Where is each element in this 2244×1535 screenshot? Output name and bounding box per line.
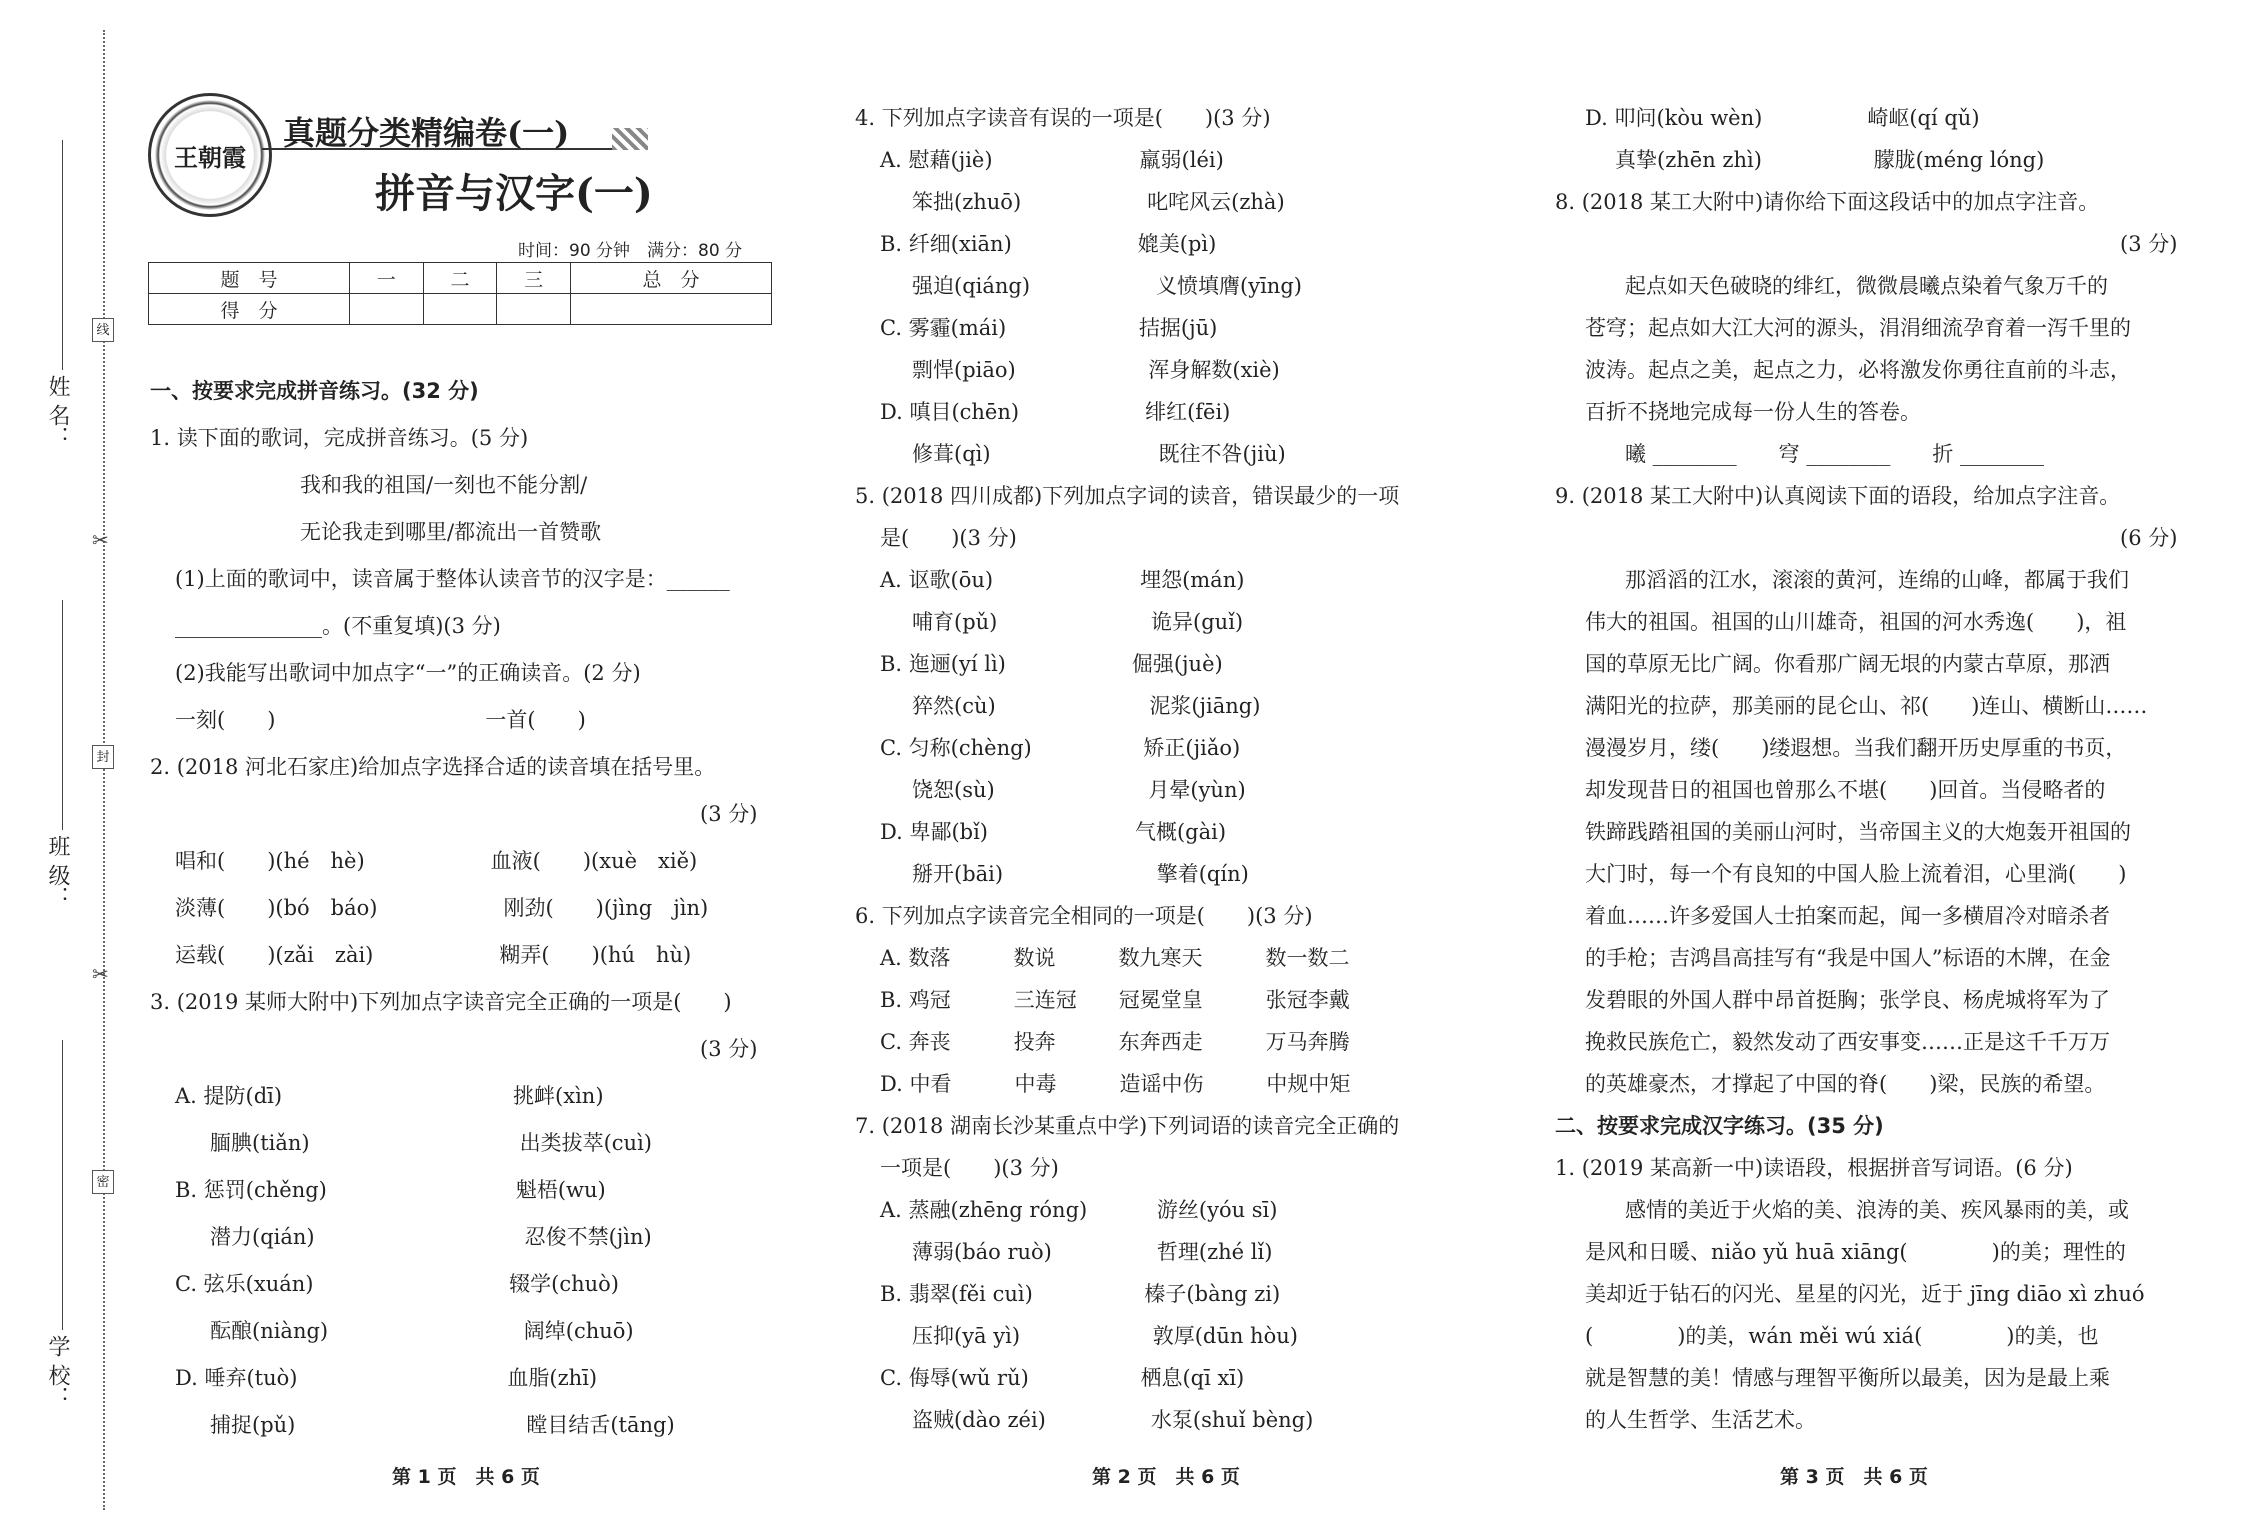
score-input-cell[interactable] — [497, 294, 571, 325]
passage-line: 大门时，每一个有良知的中国人脸上流着泪，心里淌( ) — [1585, 862, 2127, 886]
option-line: A. 慰藉(jiè) 羸弱(léi) — [880, 148, 1224, 172]
answer-line: 淡薄( )(bó báo) 刚劲( )(jìng jìn) — [175, 896, 709, 920]
option-line: A. 数落 数说 数九寒天 数一数二 — [880, 946, 1350, 970]
title-rule — [262, 148, 617, 150]
option-line: 盗贼(dào zéi) 水泵(shuǐ bèng) — [912, 1408, 1314, 1432]
option-line: 强迫(qiáng) 义愤填膺(yīng) — [912, 274, 1302, 298]
score-header-cell: 总 分 — [571, 263, 772, 294]
option-line: B. 纤细(xiān) 媲美(pì) — [880, 232, 1217, 256]
score-label-cell: 得 分 — [149, 294, 350, 325]
score-header-cell: 二 — [423, 263, 497, 294]
option-line: 潜力(qián) 忍俊不禁(jìn) — [210, 1225, 652, 1249]
score-header-cell: 题 号 — [149, 263, 350, 294]
answer-line: 唱和( )(hé hè) 血液( )(xuè xiě) — [175, 849, 698, 873]
option-line: D. 唾弃(tuò) 血脂(zhī) — [175, 1366, 598, 1390]
option-line: C. 雾霾(mái) 拮据(jū) — [880, 316, 1218, 340]
option-line: 真挚(zhēn zhì) 朦胧(méng lóng) — [1615, 148, 2045, 172]
lyric-line: 我和我的祖国/一刻也不能分割/ — [300, 473, 588, 497]
question-line: 4. 下列加点字读音有误的一项是( )(3 分) — [855, 106, 1271, 130]
passage-line: 满阳光的拉萨，那美丽的昆仑山、祁( )连山、横断山…… — [1585, 694, 2148, 718]
cut-mark-feng: 封 — [92, 745, 114, 769]
option-line: 捕捉(pǔ) 瞠目结舌(tāng) — [210, 1413, 675, 1437]
question-line: (2)我能写出歌词中加点字“一”的正确读音。(2 分) — [175, 661, 641, 685]
passage-line: 的手枪；吉鸿昌高挂写有“我是中国人”标语的木牌，在金 — [1585, 946, 2111, 970]
score-note: (3 分) — [700, 802, 758, 826]
option-line: 哺育(pǔ) 诡异(guǐ) — [912, 610, 1244, 634]
option-line: 修葺(qì) 既往不咎(jiù) — [912, 442, 1286, 466]
option-line: 腼腆(tiǎn) 出类拔萃(cuì) — [210, 1131, 652, 1155]
option-line: 掰开(bāi) 擎着(qín) — [912, 862, 1249, 886]
decorative-pattern — [612, 128, 648, 150]
question-line: 一项是( )(3 分) — [880, 1156, 1059, 1180]
option-line: C. 侮辱(wǔ rǔ) 栖息(qī xī) — [880, 1366, 1245, 1390]
passage-line: 发碧眼的外国人群中昂首挺胸；张学良、杨虎城将军为了 — [1585, 988, 2110, 1012]
answer-line: 一刻( ) 一首( ) — [175, 708, 586, 732]
passage-line: 伟大的祖国。祖国的山川雄奇，祖国的河水秀逸( )，祖 — [1585, 610, 2127, 634]
option-line: 薄弱(báo ruò) 哲理(zhé lǐ) — [912, 1240, 1273, 1264]
option-line: 酝酿(niàng) 阔绰(chuō) — [210, 1319, 634, 1343]
passage-line: 的英雄豪杰，才撑起了中国的脊( )梁，民族的希望。 — [1585, 1072, 2106, 1096]
time-info: 时间：90 分钟 满分：80 分 — [518, 241, 743, 261]
passage-line: 铁蹄践踏祖国的美丽山河时，当帝国主义的大炮轰开祖国的 — [1585, 820, 2131, 844]
binding-margin — [0, 0, 120, 1535]
section-heading: 一、按要求完成拼音练习。(32 分) — [150, 379, 479, 403]
page-footer: 第 2 页 共 6 页 — [1092, 1466, 1240, 1488]
passage-line: 苍穹；起点如大江大河的源头，涓涓细流孕育着一泻千里的 — [1585, 316, 2131, 340]
option-line: 剽悍(piāo) 浑身解数(xiè) — [912, 358, 1280, 382]
option-line: 饶恕(sù) 月晕(yùn) — [912, 778, 1246, 802]
option-line: D. 嗔目(chēn) 绯红(fēi) — [880, 400, 1231, 424]
question-line: 9. (2018 某工大附中)认真阅读下面的语段，给加点字注音。 — [1555, 484, 2121, 508]
brand-logo: 王朝霞 — [148, 93, 272, 217]
question-line: 1. (2019 某高新一中)读语段，根据拼音写词语。(6 分) — [1555, 1156, 2073, 1180]
option-line: D. 卑鄙(bǐ) 气概(gài) — [880, 820, 1227, 844]
option-line: 猝然(cù) 泥浆(jiāng) — [912, 694, 1261, 718]
scissor-icon: ✂ — [92, 962, 109, 986]
passage-line: 感情的美近于火焰的美、浪涛的美、疾风暴雨的美，或 — [1625, 1198, 2129, 1222]
answer-line[interactable]: 曦 ________ 穹 ________ 折 ________ — [1625, 442, 2045, 466]
exam-title: 真题分类精编卷(一) — [283, 114, 570, 152]
class-label: 班 级： — [45, 835, 70, 908]
option-line: A. 讴歌(ōu) 埋怨(mán) — [880, 568, 1245, 592]
scissor-icon: ✂ — [92, 528, 109, 552]
score-input-cell[interactable] — [571, 294, 772, 325]
name-label: 姓 名： — [45, 375, 70, 448]
option-line: C. 匀称(chèng) 矫正(jiǎo) — [880, 736, 1241, 760]
exam-subtitle: 拼音与汉字(一) — [375, 170, 653, 217]
school-underline[interactable] — [62, 1040, 63, 1330]
question-line: 1. 读下面的歌词，完成拼音练习。(5 分) — [150, 426, 529, 450]
question-line: 8. (2018 某工大附中)请你给下面这段话中的加点字注音。 — [1555, 190, 2100, 214]
question-line: (1)上面的歌词中，读音属于整体认读音节的汉字是：______ — [175, 567, 730, 591]
answer-line: 运载( )(zǎi zài) 糊弄( )(hú hù) — [175, 943, 692, 967]
option-line: B. 惩罚(chěng) 魁梧(wu) — [175, 1178, 606, 1202]
passage-line: 却发现昔日的祖国也曾那么不堪( )回首。当侵略者的 — [1585, 778, 2106, 802]
passage-line: 着血……许多爱国人士拍案而起，闻一多横眉冷对暗杀者 — [1585, 904, 2110, 928]
passage-line: 是风和日暖、niǎo yǔ huā xiāng( )的美；理性的 — [1585, 1240, 2126, 1264]
score-table — [148, 262, 772, 325]
score-input-cell[interactable] — [349, 294, 423, 325]
passage-line: ( )的美，wán měi wú xiá( )的美，也 — [1585, 1324, 2099, 1348]
passage-line: 那滔滔的江水，滚滚的黄河，连绵的山峰，都属于我们 — [1625, 568, 2129, 592]
question-line: 6. 下列加点字读音完全相同的一项是( )(3 分) — [855, 904, 1313, 928]
score-note: (3 分) — [2120, 232, 2178, 256]
cut-dotted-line — [103, 30, 105, 1510]
class-underline[interactable] — [62, 600, 63, 830]
option-line: A. 蒸融(zhēng róng) 游丝(yóu sī) — [880, 1198, 1278, 1222]
score-header-cell: 一 — [349, 263, 423, 294]
question-line: 5. (2018 四川成都)下列加点字词的读音，错误最少的一项 — [855, 484, 1400, 508]
page-footer: 第 1 页 共 6 页 — [392, 1466, 540, 1488]
question-line: ______________。(不重复填)(3 分) — [175, 614, 501, 638]
name-underline[interactable] — [62, 140, 63, 370]
score-note: (3 分) — [700, 1037, 758, 1061]
score-note: (6 分) — [2120, 526, 2178, 550]
passage-line: 的人生哲学、生活艺术。 — [1585, 1408, 1816, 1432]
passage-line: 漫漫岁月，缕( )缕遐想。当我们翻开历史厚重的书页， — [1585, 736, 2127, 760]
cut-mark-xian: 线 — [92, 318, 114, 342]
option-line: 笨拙(zhuō) 叱咤风云(zhà) — [912, 190, 1285, 214]
option-line: D. 中看 中毒 造谣中伤 中规中矩 — [880, 1072, 1351, 1096]
section-heading: 二、按要求完成汉字练习。(35 分) — [1555, 1114, 1884, 1138]
option-line: C. 弦乐(xuán) 辍学(chuò) — [175, 1272, 619, 1296]
passage-line: 起点如天色破晓的绯红，微微晨曦点染着气象万千的 — [1625, 274, 2108, 298]
question-line: 3. (2019 某师大附中)下列加点字读音完全正确的一项是( ) — [150, 990, 732, 1014]
passage-line: 国的草原无比广阔。你看那广阔无垠的内蒙古草原，那洒 — [1585, 652, 2110, 676]
question-line: 7. (2018 湖南长沙某重点中学)下列词语的读音完全正确的 — [855, 1114, 1400, 1138]
question-line: 2. (2018 河北石家庄)给加点字选择合适的读音填在括号里。 — [150, 755, 716, 779]
option-line: B. 翡翠(fěi cuì) 榛子(bàng zi) — [880, 1282, 1281, 1306]
page-footer: 第 3 页 共 6 页 — [1780, 1466, 1928, 1488]
option-line: B. 迤逦(yí lì) 倔强(juè) — [880, 652, 1223, 676]
option-line: 压抑(yā yì) 敦厚(dūn hòu) — [912, 1324, 1298, 1348]
passage-line: 挽救民族危亡，毅然发动了西安事变……正是这千千万万 — [1585, 1030, 2110, 1054]
cut-mark-mi: 密 — [92, 1170, 114, 1194]
option-line: B. 鸡冠 三连冠 冠冕堂皇 张冠李戴 — [880, 988, 1350, 1012]
option-line: C. 奔丧 投奔 东奔西走 万马奔腾 — [880, 1030, 1350, 1054]
passage-line: 美却近于钻石的闪光、星星的闪光，近于 jīng diāo xì zhuó — [1585, 1282, 2145, 1306]
passage-line: 百折不挠地完成每一份人生的答卷。 — [1585, 400, 1921, 424]
option-line: A. 提防(dī) 挑衅(xìn) — [175, 1084, 604, 1108]
passage-line: 波涛。起点之美，起点之力，必将激发你勇往直前的斗志， — [1585, 358, 2131, 382]
score-input-cell[interactable] — [423, 294, 497, 325]
option-line: D. 叩问(kòu wèn) 崎岖(qí qǔ) — [1585, 106, 1980, 130]
question-line: 是( )(3 分) — [880, 526, 1017, 550]
score-header-cell: 三 — [497, 263, 571, 294]
school-label: 学 校： — [45, 1335, 70, 1408]
lyric-line: 无论我走到哪里/都流出一首赞歌 — [300, 520, 602, 544]
passage-line: 就是智慧的美！情感与理智平衡所以最美，因为是最上乘 — [1585, 1366, 2110, 1390]
